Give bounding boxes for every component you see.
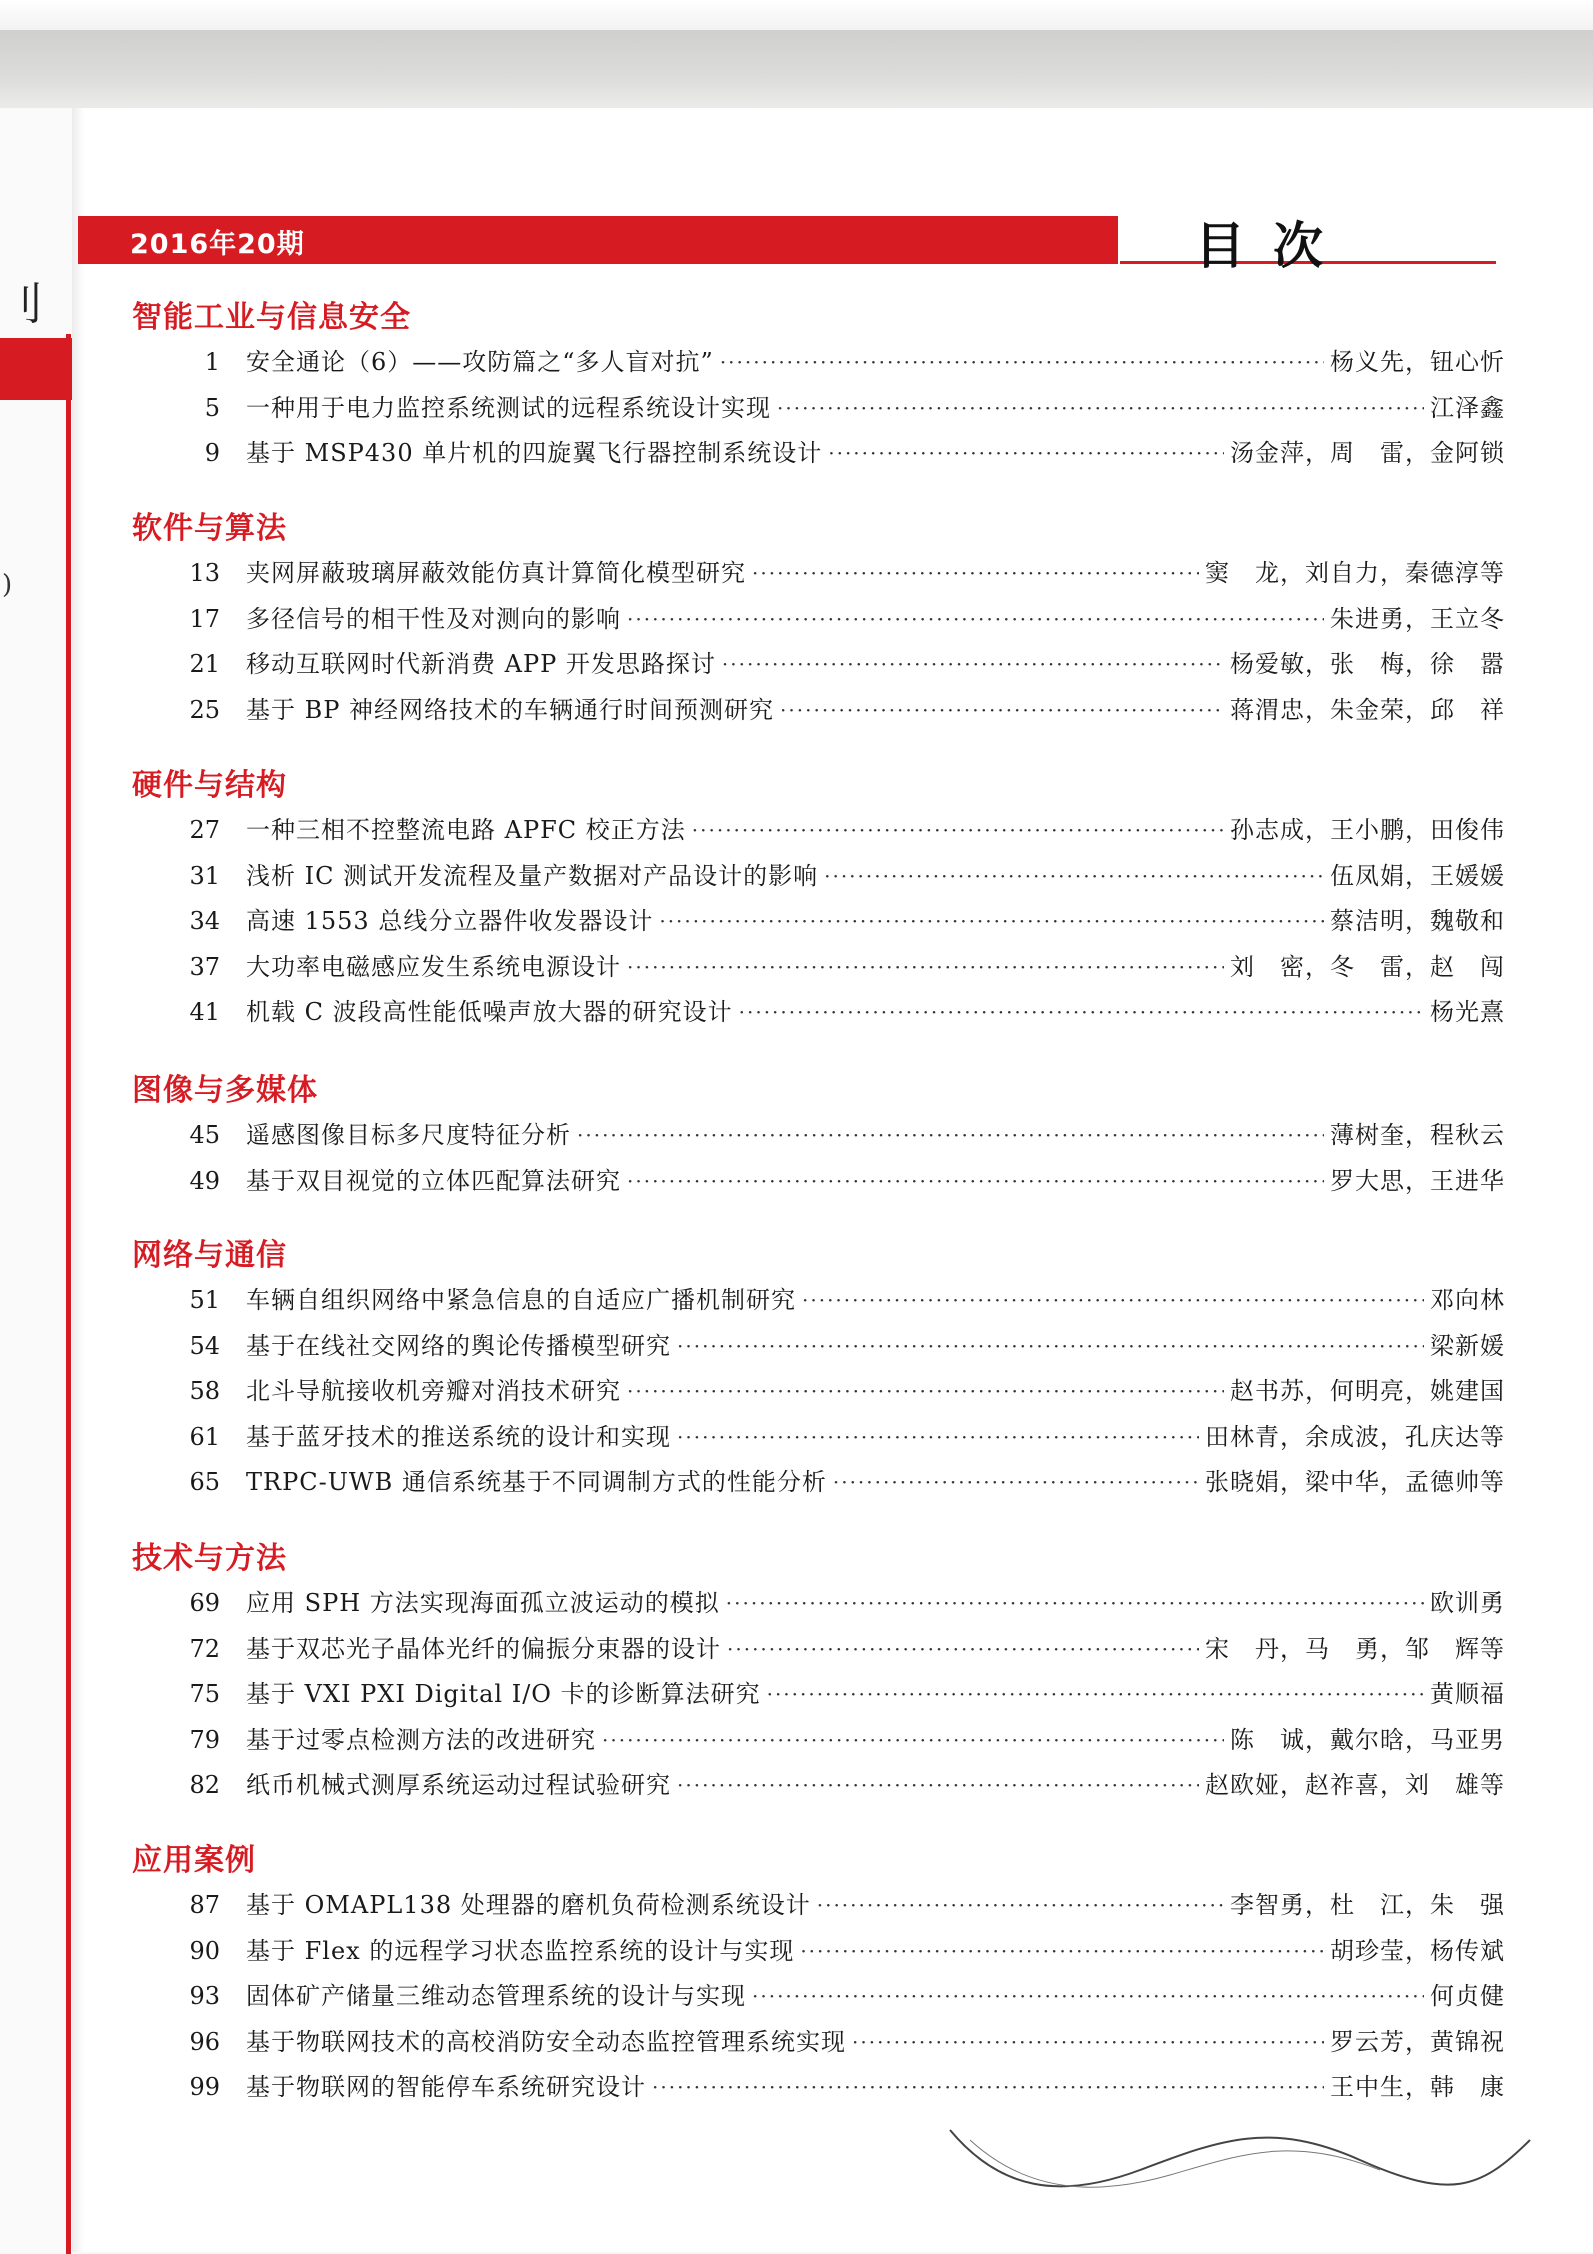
entry-title: 基于 Flex 的远程学习状态监控系统的设计与实现 [246, 1936, 795, 1965]
entry-page-number: 54 [189, 1331, 220, 1360]
entry-page-number: 90 [189, 1936, 220, 1965]
toc-entry [180, 1885, 1505, 1925]
entry-page-number: 13 [189, 559, 220, 587]
entry-authors: 杨光熹 [1430, 998, 1505, 1026]
scan-top-edge [0, 0, 1593, 30]
facing-page-red-rule [66, 334, 71, 2254]
entry-page-number: 72 [189, 1634, 220, 1663]
entry-title: 基于 BP 神经网络技术的车辆通行时间预测研究 [246, 695, 775, 724]
toc-entry [180, 342, 1505, 382]
entry-title: 车辆自组织网络中紧急信息的自适应广播机制研究 [246, 1286, 796, 1314]
entry-title: 纸币机械式测厚系统运动过程试验研究 [246, 1771, 671, 1799]
section-title: 应用案例 [132, 1843, 256, 1878]
dot-leader [720, 342, 1324, 382]
toc-entry [180, 690, 1505, 730]
section-title: 硬件与结构 [132, 768, 287, 803]
dot-leader [739, 992, 1424, 1032]
toc-entry [180, 599, 1505, 639]
dot-leader [677, 1417, 1199, 1457]
entry-page-number: 51 [189, 1286, 220, 1314]
entry-authors: 孙志成，王小鹏，田俊伟 [1230, 816, 1505, 844]
entry-page-number: 41 [189, 998, 220, 1026]
entry-authors: 蒋渭忠，朱金荣，邱 祥 [1230, 695, 1505, 724]
entry-page-number: 21 [189, 650, 220, 678]
toc-entry [180, 433, 1505, 473]
entry-authors: 刘 密，冬 雷，赵 闯 [1230, 952, 1505, 981]
entry-authors: 欧训勇 [1430, 1589, 1505, 1617]
dot-leader [802, 1280, 1424, 1320]
entry-page-number: 69 [189, 1589, 220, 1617]
section-title: 图像与多媒体 [132, 1073, 318, 1108]
facing-page-paren: ) [2, 570, 13, 600]
dot-leader [817, 1885, 1224, 1925]
entry-authors: 何贞健 [1430, 1982, 1505, 2010]
toc-entry [180, 2022, 1505, 2062]
entry-title: 移动互联网时代新消费 APP 开发思路探讨 [246, 650, 716, 678]
entry-page-number: 58 [189, 1377, 220, 1405]
facing-page-edge [0, 108, 72, 2252]
toc-entry [180, 553, 1505, 593]
entry-authors: 朱进勇，王立冬 [1330, 604, 1505, 633]
dot-leader [659, 901, 1324, 941]
entry-page-number: 5 [204, 393, 220, 422]
entry-title: 大功率电磁感应发生系统电源设计 [246, 952, 621, 981]
entry-title: TRPC-UWB 通信系统基于不同调制方式的性能分析 [246, 1468, 827, 1496]
toc-entry [180, 1931, 1505, 1971]
page-gutter-shadow [72, 108, 84, 2252]
dot-leader [833, 1462, 1199, 1502]
scan-shadow-band [0, 30, 1593, 108]
entry-authors: 蔡洁明，魏敬和 [1330, 907, 1505, 935]
entry-page-number: 65 [189, 1468, 220, 1496]
entry-title: 基于 OMAPL138 处理器的磨机负荷检测系统设计 [246, 1891, 811, 1919]
entry-title: 基于物联网技术的高校消防安全动态监控管理系统实现 [246, 2027, 846, 2056]
dot-leader [752, 553, 1199, 593]
entry-page-number: 75 [189, 1680, 220, 1708]
toc-entry [180, 1371, 1505, 1411]
dot-leader [602, 1720, 1224, 1760]
entry-title: 基于 VXI PXI Digital I/O 卡的诊断算法研究 [246, 1680, 761, 1708]
toc-entry [180, 1674, 1505, 1714]
entry-title: 浅析 IC 测试开发流程及量产数据对产品设计的影响 [246, 861, 819, 890]
toc-entry [180, 644, 1505, 684]
entry-authors: 罗大思，王进华 [1330, 1166, 1505, 1195]
entry-page-number: 25 [189, 695, 220, 724]
entry-page-number: 99 [189, 2073, 220, 2101]
entry-authors: 赵书苏，何明亮，姚建国 [1230, 1377, 1505, 1405]
dot-leader [767, 1674, 1424, 1714]
entry-title: 多径信号的相干性及对测向的影响 [246, 604, 621, 633]
dot-leader [627, 1371, 1224, 1411]
entry-page-number: 96 [189, 2027, 220, 2056]
entry-page-number: 37 [189, 952, 220, 981]
entry-page-number: 27 [189, 816, 220, 844]
dot-leader [627, 1161, 1324, 1201]
entry-title: 高速 1553 总线分立器件收发器设计 [246, 907, 654, 935]
dot-leader [828, 433, 1224, 473]
page-title: 目次 [1195, 217, 1351, 275]
toc-entry [180, 1417, 1505, 1457]
entry-authors: 田林青，余成波，孔庆达等 [1205, 1422, 1505, 1451]
entry-authors: 陈 诚，戴尔晗，马亚男 [1230, 1725, 1505, 1754]
entry-page-number: 45 [189, 1121, 220, 1149]
entry-page-number: 79 [189, 1725, 220, 1754]
entry-title: 应用 SPH 方法实现海面孤立波运动的模拟 [246, 1589, 720, 1617]
entry-title: 安全通论（6）——攻防篇之“多人盲对抗” [246, 348, 714, 376]
dot-leader [692, 810, 1224, 850]
toc-entry [180, 1765, 1505, 1805]
toc-entry [180, 1115, 1505, 1155]
dot-leader [777, 388, 1424, 428]
entry-authors: 伍凤娟，王媛媛 [1330, 861, 1505, 890]
entry-title: 基于物联网的智能停车系统研究设计 [246, 2073, 646, 2101]
toc-entry [180, 1629, 1505, 1669]
entry-title: 一种用于电力监控系统测试的远程系统设计实现 [246, 393, 771, 422]
entry-title: 基于过零点检测方法的改进研究 [246, 1725, 596, 1754]
dot-leader [722, 644, 1224, 684]
entry-authors: 张晓娟，梁中华，孟德帅等 [1205, 1468, 1505, 1496]
toc-entry [180, 810, 1505, 850]
entry-page-number: 49 [189, 1166, 220, 1195]
entry-authors: 赵欧娅，赵祚喜，刘 雄等 [1205, 1771, 1505, 1799]
entry-title: 基于双目视觉的立体匹配算法研究 [246, 1166, 621, 1195]
entry-authors: 江泽鑫 [1430, 393, 1505, 422]
entry-authors: 汤金萍，周 雷，金阿锁 [1230, 439, 1505, 467]
section-title: 智能工业与信息安全 [132, 300, 411, 335]
facing-page-red-block [0, 338, 72, 400]
entry-authors: 杨爱敏，张 梅，徐 嚣 [1230, 650, 1505, 678]
dot-leader [780, 690, 1224, 730]
toc-entry [180, 947, 1505, 987]
dot-leader [627, 947, 1224, 987]
entry-title: 遥感图像目标多尺度特征分析 [246, 1121, 571, 1149]
entry-page-number: 82 [189, 1771, 220, 1799]
issue-label: 2016年20期 [130, 229, 305, 260]
toc-entry [180, 1280, 1505, 1320]
entry-title: 北斗导航接收机旁瓣对消技术研究 [246, 1377, 621, 1405]
toc-entry [180, 1161, 1505, 1201]
entry-page-number: 1 [204, 348, 220, 376]
entry-title: 固体矿产储量三维动态管理系统的设计与实现 [246, 1982, 746, 2010]
section-title: 软件与算法 [132, 511, 287, 546]
toc-entry [180, 856, 1505, 896]
toc-entry [180, 1583, 1505, 1623]
entry-page-number: 9 [204, 439, 220, 467]
dot-leader [627, 599, 1324, 639]
toc-entry [180, 388, 1505, 428]
dot-leader [677, 1765, 1199, 1805]
section-title: 技术与方法 [132, 1541, 287, 1576]
dot-leader [852, 2022, 1324, 2062]
dot-leader [800, 1931, 1324, 1971]
entry-authors: 宋 丹，马 勇，邹 辉等 [1205, 1634, 1505, 1663]
toc-entry [180, 901, 1505, 941]
dot-leader [727, 1629, 1199, 1669]
entry-authors: 窦 龙，刘自力，秦德淳等 [1205, 559, 1505, 587]
dot-leader [752, 1976, 1424, 2016]
entry-page-number: 61 [189, 1422, 220, 1451]
entry-title: 基于蓝牙技术的推送系统的设计和实现 [246, 1422, 671, 1451]
entry-authors: 王中生，韩 康 [1330, 2073, 1505, 2101]
entry-page-number: 17 [189, 604, 220, 633]
toc-entry [180, 1462, 1505, 1502]
dot-leader [677, 1326, 1424, 1366]
toc-entry [180, 1326, 1505, 1366]
facing-page-glyph: 刂 [0, 279, 44, 330]
entry-authors: 李智勇，杜 江，朱 强 [1230, 1891, 1505, 1919]
entry-page-number: 87 [189, 1891, 220, 1919]
entry-authors: 杨义先，钮心忻 [1330, 348, 1505, 376]
entry-authors: 梁新媛 [1430, 1331, 1505, 1360]
dot-leader [577, 1115, 1324, 1155]
entry-title: 夹网屏蔽玻璃屏蔽效能仿真计算简化模型研究 [246, 559, 746, 587]
entry-authors: 邓向林 [1430, 1286, 1505, 1314]
entry-authors: 薄树奎，程秋云 [1330, 1121, 1505, 1149]
section-title: 网络与通信 [132, 1238, 287, 1273]
entry-page-number: 31 [189, 861, 220, 890]
toc-entry [180, 992, 1505, 1032]
entry-authors: 黄顺福 [1430, 1680, 1505, 1708]
entry-title: 基于 MSP430 单片机的四旋翼飞行器控制系统设计 [246, 439, 823, 467]
entry-title: 一种三相不控整流电路 APFC 校正方法 [246, 816, 686, 844]
entry-page-number: 93 [189, 1982, 220, 2010]
entry-authors: 胡珍莹，杨传斌 [1330, 1936, 1505, 1965]
toc-entry [180, 1976, 1505, 2016]
dot-leader [726, 1583, 1424, 1623]
entry-page-number: 34 [189, 907, 220, 935]
entry-title: 基于在线社交网络的舆论传播模型研究 [246, 1331, 671, 1360]
entry-title: 机载 C 波段高性能低噪声放大器的研究设计 [246, 998, 733, 1026]
toc-entry [180, 1720, 1505, 1760]
entry-authors: 罗云芳，黄锦祝 [1330, 2027, 1505, 2056]
entry-title: 基于双芯光子晶体光纤的偏振分束器的设计 [246, 1634, 721, 1663]
decorative-swirl [940, 2100, 1540, 2210]
dot-leader [824, 856, 1324, 896]
